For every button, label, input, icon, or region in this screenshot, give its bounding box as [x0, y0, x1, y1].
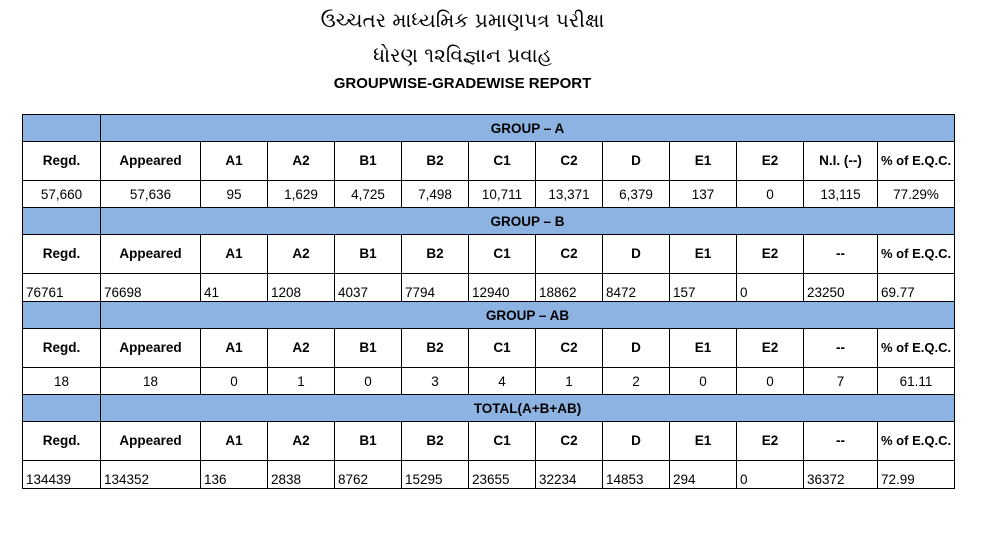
data-cell: 136 [201, 461, 268, 489]
data-cell: 294 [670, 461, 737, 489]
data-cell: 76698 [101, 274, 201, 302]
data-cell: 18 [23, 368, 101, 395]
report-title: GROUPWISE-GRADEWISE REPORT [333, 75, 592, 92]
data-cell: 0 [670, 368, 737, 395]
data-cell: 36372 [804, 461, 878, 489]
column-header-cell: Regd. [23, 329, 101, 368]
column-header-row [23, 235, 955, 274]
data-cell: 157 [670, 274, 737, 302]
data-row-group-b [23, 274, 955, 302]
data-cell: 4 [469, 368, 536, 395]
group-header-row [23, 208, 955, 235]
data-cell: 6,379 [603, 181, 670, 208]
data-cell: 32234 [536, 461, 603, 489]
column-header-cell: Regd. [23, 422, 101, 461]
column-header-cell: Appeared [101, 235, 201, 274]
data-row-group-a [23, 181, 955, 208]
column-header-cell: -- [804, 422, 878, 461]
data-cell: 23655 [469, 461, 536, 489]
column-header-cell: C1 [469, 142, 536, 181]
column-header-cell: % of E.Q.C. [878, 329, 955, 368]
column-header-cell: B2 [402, 142, 469, 181]
data-cell: 134352 [101, 461, 201, 489]
group-title-group-ab: GROUP – AB [101, 302, 955, 329]
group-header-row [23, 395, 955, 422]
group-header-row [23, 302, 955, 329]
column-header-cell: B1 [335, 142, 402, 181]
exam-title: ઉચ્ચતર માધ્યમિક પ્રમાણપત્ર પરીક્ષા [320, 8, 605, 32]
column-header-cell: E2 [737, 235, 804, 274]
data-cell: 15295 [402, 461, 469, 489]
data-cell: 41 [201, 274, 268, 302]
group-header-blank-cell [23, 395, 101, 422]
column-header-cell: E1 [670, 329, 737, 368]
data-cell: 13,115 [804, 181, 878, 208]
column-header-cell: A2 [268, 235, 335, 274]
column-header-cell: D [603, 142, 670, 181]
group-header-blank-cell [23, 302, 101, 329]
data-cell: 61.11 [878, 368, 955, 395]
column-header-row [23, 329, 955, 368]
group-header-blank-cell [23, 208, 101, 235]
column-header-cell: A1 [201, 329, 268, 368]
column-header-cell: A1 [201, 235, 268, 274]
data-cell: 8762 [335, 461, 402, 489]
data-cell: 10,711 [469, 181, 536, 208]
data-cell: 95 [201, 181, 268, 208]
data-cell: 2838 [268, 461, 335, 489]
column-header-cell: Appeared [101, 142, 201, 181]
column-header-cell: A2 [268, 329, 335, 368]
stream-title: ધોરણ ૧૨વિજ્ઞાન પ્રવાહ [373, 43, 552, 67]
data-cell: 69.77 [878, 274, 955, 302]
column-header-cell: B1 [335, 422, 402, 461]
group-title-total-a-b-ab: TOTAL(A+B+AB) [101, 395, 955, 422]
column-header-cell: A2 [268, 142, 335, 181]
data-cell: 1,629 [268, 181, 335, 208]
column-header-cell: A1 [201, 142, 268, 181]
column-header-cell: B2 [402, 329, 469, 368]
column-header-cell: Regd. [23, 235, 101, 274]
column-header-row [23, 142, 955, 181]
column-header-cell: Regd. [23, 142, 101, 181]
data-cell: 0 [335, 368, 402, 395]
data-cell: 1 [268, 368, 335, 395]
data-cell: 2 [603, 368, 670, 395]
data-cell: 18862 [536, 274, 603, 302]
column-header-cell: E1 [670, 422, 737, 461]
data-cell: 1 [536, 368, 603, 395]
gradewise-report-table [22, 114, 955, 489]
data-cell: 0 [201, 368, 268, 395]
data-cell: 14853 [603, 461, 670, 489]
data-cell: 7794 [402, 274, 469, 302]
column-header-cell: A2 [268, 422, 335, 461]
data-cell: 3 [402, 368, 469, 395]
data-cell: 57,636 [101, 181, 201, 208]
data-cell: 77.29% [878, 181, 955, 208]
data-cell: 0 [737, 368, 804, 395]
data-cell: 18 [101, 368, 201, 395]
data-cell: 4,725 [335, 181, 402, 208]
column-header-cell: E2 [737, 422, 804, 461]
data-row-group-ab [23, 368, 955, 395]
column-header-cell: B1 [335, 329, 402, 368]
group-header-row [23, 115, 955, 142]
column-header-cell: -- [804, 329, 878, 368]
data-cell: 72.99 [878, 461, 955, 489]
column-header-cell: D [603, 422, 670, 461]
data-cell: 23250 [804, 274, 878, 302]
column-header-cell: D [603, 329, 670, 368]
group-title-group-a: GROUP – A [101, 115, 955, 142]
data-cell: 134439 [23, 461, 101, 489]
data-cell: 0 [737, 181, 804, 208]
column-header-cell: B1 [335, 235, 402, 274]
data-cell: 57,660 [23, 181, 101, 208]
column-header-cell: D [603, 235, 670, 274]
data-cell: 12940 [469, 274, 536, 302]
data-cell: 8472 [603, 274, 670, 302]
data-cell: 0 [737, 274, 804, 302]
column-header-cell: C2 [536, 235, 603, 274]
column-header-cell: % of E.Q.C. [878, 235, 955, 274]
data-cell: 13,371 [536, 181, 603, 208]
data-cell: 7 [804, 368, 878, 395]
group-title-group-b: GROUP – B [101, 208, 955, 235]
data-cell: 7,498 [402, 181, 469, 208]
column-header-cell: B2 [402, 235, 469, 274]
column-header-cell: E1 [670, 235, 737, 274]
column-header-cell: C1 [469, 329, 536, 368]
data-row-total-a-b-ab [23, 461, 955, 489]
column-header-cell: E1 [670, 142, 737, 181]
column-header-cell: Appeared [101, 422, 201, 461]
data-cell: 1208 [268, 274, 335, 302]
column-header-cell: C1 [469, 422, 536, 461]
column-header-cell: C2 [536, 422, 603, 461]
column-header-cell: N.I. (--) [804, 142, 878, 181]
data-cell: 137 [670, 181, 737, 208]
column-header-cell: C2 [536, 142, 603, 181]
column-header-cell: B2 [402, 422, 469, 461]
column-header-cell: E2 [737, 142, 804, 181]
column-header-cell: -- [804, 235, 878, 274]
column-header-cell: Appeared [101, 329, 201, 368]
group-header-blank-cell [23, 115, 101, 142]
column-header-cell: A1 [201, 422, 268, 461]
data-cell: 76761 [23, 274, 101, 302]
data-cell: 4037 [335, 274, 402, 302]
data-cell: 0 [737, 461, 804, 489]
column-header-cell: % of E.Q.C. [878, 422, 955, 461]
column-header-cell: C2 [536, 329, 603, 368]
column-header-cell: % of E.Q.C. [878, 142, 955, 181]
column-header-row [23, 422, 955, 461]
column-header-cell: E2 [737, 329, 804, 368]
column-header-cell: C1 [469, 235, 536, 274]
